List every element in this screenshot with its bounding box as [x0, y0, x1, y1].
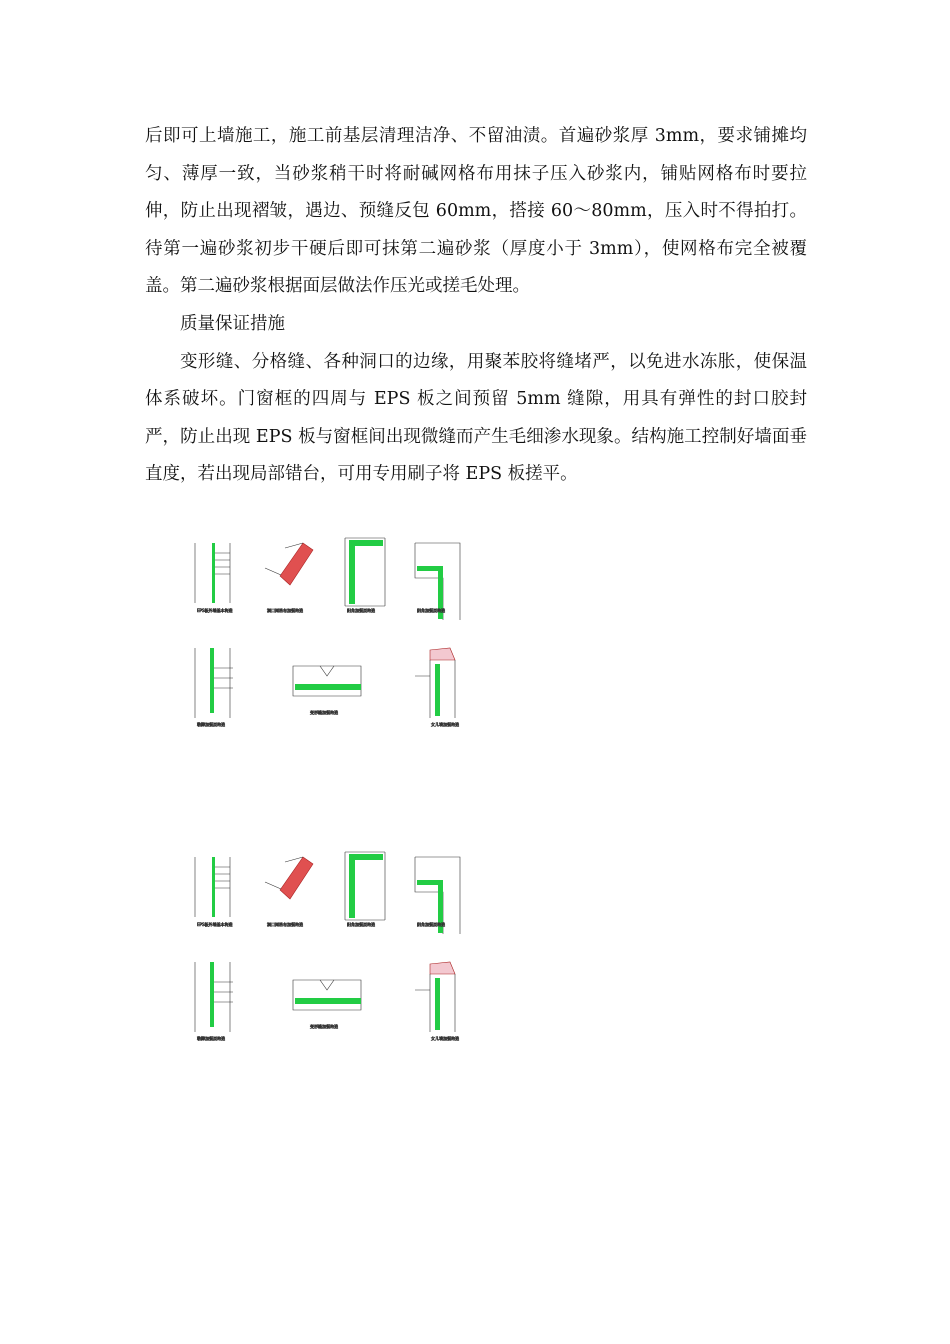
paragraph-construction-steps: 后即可上墙施工，施工前基层清理洁净、不留油渍。首遍砂浆厚 3mm，要求铺摊均匀、薄厚一致，当砂浆稍干时将耐碱网格布用抹子压入砂浆内，铺贴网格布时要拉伸，防止出现褶皱，遇边、预缝反包 60mm，搭接 60～80mm，压入时不得拍打。待第一遍砂浆初步干硬后即可抹第二遍砂浆（厚度小于 3mm），使网格布完全被覆盖。第二遍砂浆根据面层做法作压光或搓毛处理。	[145, 126, 807, 297]
drawing-wall-section	[195, 857, 232, 927]
drawing-deformation-joint	[293, 980, 361, 1029]
drawing-deformation-joint	[293, 666, 361, 715]
svg-text:洞口网格布加强构造: 洞口网格布加强构造	[267, 922, 303, 927]
svg-text:洞口网格布加强构造: 洞口网格布加强构造	[267, 608, 303, 613]
svg-text:变形缝加强构造: 变形缝加强构造	[310, 1024, 338, 1029]
svg-text:阴角加强层构造: 阴角加强层构造	[417, 608, 445, 613]
drawing-mesh-corner	[265, 543, 313, 613]
svg-text:勒脚加强层构造: 勒脚加强层构造	[197, 722, 225, 727]
drawing-mesh-corner	[265, 857, 313, 927]
drawing-internal-corner	[415, 857, 460, 934]
svg-text:变形缝加强构造: 变形缝加强构造	[310, 710, 338, 715]
drawing-parapet	[415, 648, 459, 727]
svg-text:EPS板外墙基本构造: EPS板外墙基本构造	[197, 922, 233, 927]
svg-text:阳角加强层构造: 阳角加强层构造	[347, 608, 375, 613]
detail-drawings-svg-1	[185, 528, 475, 728]
drawing-external-corner	[345, 852, 385, 927]
svg-text:EPS板外墙基本构造: EPS板外墙基本构造	[197, 608, 233, 613]
detail-drawings-svg-2	[185, 842, 475, 1042]
svg-text:勒脚加强层构造: 勒脚加强层构造	[197, 1036, 225, 1041]
section-heading-quality-assurance: 质量保证措施	[180, 313, 285, 334]
drawing-base-section	[195, 648, 233, 727]
detail-drawings-figure-1	[185, 528, 475, 728]
drawing-internal-corner	[415, 543, 460, 620]
svg-text:女儿墙加强构造: 女儿墙加强构造	[431, 1036, 459, 1041]
paragraph-quality-measures: 变形缝、分格缝、各种洞口的边缘，用聚苯胶将缝堵严，以免进水冻胀，使保温体系破坏。门窗框的四周与 EPS 板之间预留 5mm 缝隙，用具有弹性的封口胶封严，防止出现 EPS 板与窗框间出现微缝而产生毛细渗水现象。结构施工控制好墙面垂直度，若出现局部错台，可用专用刷子将 EPS 板搓平。	[145, 351, 807, 485]
drawing-parapet	[415, 962, 459, 1041]
drawing-external-corner	[345, 538, 385, 613]
drawing-wall-section	[195, 543, 232, 613]
detail-drawings-figure-2	[185, 842, 475, 1042]
svg-text:女儿墙加强构造: 女儿墙加强构造	[431, 722, 459, 727]
body-text	[145, 118, 807, 494]
svg-text:阳角加强层构造: 阳角加强层构造	[347, 922, 375, 927]
svg-text:阴角加强层构造: 阴角加强层构造	[417, 922, 445, 927]
drawing-base-section	[195, 962, 233, 1041]
